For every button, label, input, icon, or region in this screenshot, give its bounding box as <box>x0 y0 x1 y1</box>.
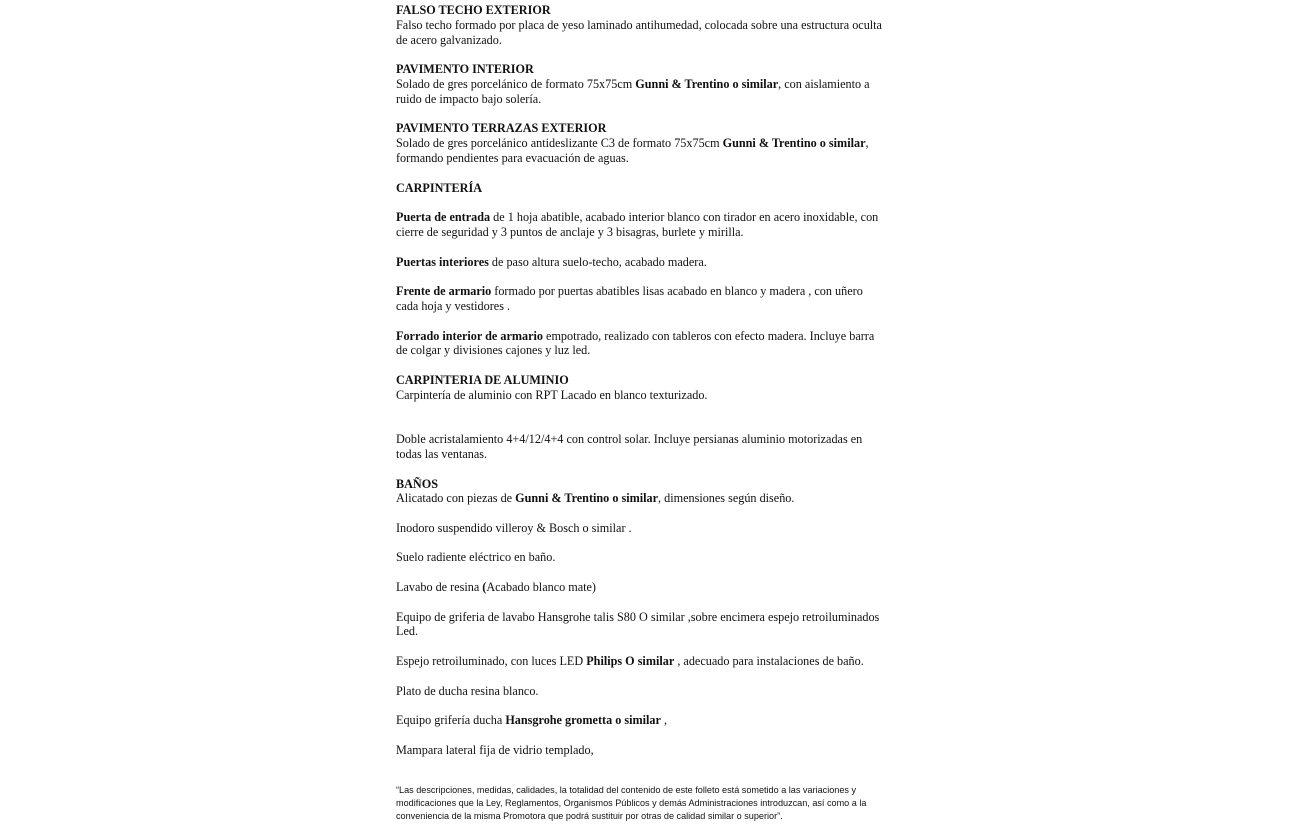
section-pavimento-terrazas <box>396 121 886 165</box>
text-acristalamiento: Doble acristalamiento 4+4/12/4+4 con control solar. Incluye persianas aluminio motorizadas en todas las ventanas. <box>396 432 863 461</box>
text-frente-armario: formado por puertas abatibles lisas acabado en blanco y madera , con uñero cada hoja y vestidores . <box>396 284 863 313</box>
text-suelo-radiante: Suelo radiente eléctrico en baño. <box>396 550 556 565</box>
text-forrado-armario: empotrado, realizado con tableros con efecto madera. Incluye barra de colgar y divisiones cajones y luz led. <box>396 328 875 358</box>
brand-alicatado: Gunni & Trentino o similar <box>515 491 659 506</box>
text-carpinteria-aluminio: Carpintería de aluminio con RPT Lacado en blanco texturizado. <box>396 387 708 402</box>
item-forrado-armario <box>396 329 886 359</box>
heading-banos: BAÑOS <box>396 476 438 491</box>
item-griferia-ducha <box>396 713 886 728</box>
text-griferia-ducha-post: , <box>660 713 668 728</box>
document-body <box>396 3 886 758</box>
legal-disclaimer: “Las descripciones, medidas, calidades, la totalidad del contenido de este folleto está sometido a las variaciones y modificaciones que la Ley, Reglamentos, Organismos Públicos y demás Administraciones introduzcan, así como a la conveniencia de la misma Promotora que podrá sustituir por otras de calidad similar o superior”. <box>396 785 867 821</box>
item-puertas-interiores <box>396 255 886 270</box>
brand-espejo: Philips O similar <box>586 654 675 669</box>
section-falso-techo <box>396 3 886 47</box>
item-espejo <box>396 654 886 669</box>
item-inodoro <box>396 521 886 536</box>
text-puerta-entrada: de 1 hoja abatible, acabado interior blanco con tirador en acero inoxidable, con cierre de seguridad y 3 puntos de anclaje y 3 bisagras, burlete y mirilla. <box>396 210 879 239</box>
text-falso-techo: Falso techo formado por placa de yeso laminado antihumedad, colocada sobre una estructura oculta de acero galvanizado. <box>396 17 882 47</box>
heading-carpinteria: CARPINTERÍA <box>396 180 482 195</box>
item-acristalamiento <box>396 432 886 462</box>
label-puerta-entrada: Puerta de entrada <box>396 210 491 225</box>
section-carpinteria-aluminio <box>396 373 886 403</box>
text-pavimento-interior-pre: Solado de gres porcelánico de formato 75x75cm <box>396 76 636 91</box>
text-plato-ducha: Plato de ducha resina blanco. <box>396 683 539 698</box>
section-carpinteria <box>396 181 886 196</box>
item-griferia-lavabo <box>396 610 886 640</box>
item-lavabo <box>396 580 886 595</box>
text-inodoro: Inodoro suspendido villeroy & Bosch o similar . <box>396 520 632 535</box>
text-alicatado-post: , dimensiones según diseño. <box>658 491 795 506</box>
text-mampara: Mampara lateral fija de vidrio templado, <box>396 742 594 757</box>
label-puertas-interiores: Puertas interiores <box>396 254 489 269</box>
text-lavabo-pre: Lavabo de resina <box>396 580 483 595</box>
heading-carpinteria-aluminio: CARPINTERIA DE ALUMINIO <box>396 372 569 387</box>
text-pavimento-interior-post: , con aislamiento a ruido de impacto bajo solería. <box>396 76 870 106</box>
brand-pavimento-terrazas: Gunni & Trentino o similar <box>722 136 866 151</box>
item-puerta-entrada <box>396 210 886 240</box>
text-pavimento-terrazas-post: , formando pendientes para evacuación de aguas. <box>396 136 869 165</box>
section-pavimento-interior <box>396 62 886 106</box>
item-frente-armario <box>396 284 886 314</box>
heading-pavimento-terrazas: PAVIMENTO TERRAZAS EXTERIOR <box>396 121 607 136</box>
text-pavimento-terrazas-pre: Solado de gres porcelánico antideslizante C3 de formato 75x75cm <box>396 136 723 151</box>
text-lavabo-paren: ( <box>482 580 487 595</box>
item-suelo-radiante <box>396 550 886 565</box>
text-lavabo-post: Acabado blanco mate) <box>486 580 596 595</box>
text-alicatado-pre: Alicatado con piezas de <box>396 491 516 506</box>
brand-pavimento-interior: Gunni & Trentino o similar <box>635 76 779 91</box>
text-griferia-ducha-pre: Equipo grifería ducha <box>396 713 506 728</box>
label-frente-armario: Frente de armario <box>396 284 492 299</box>
section-banos <box>396 477 886 507</box>
item-plato-ducha <box>396 684 886 699</box>
text-griferia-lavabo: Equipo de griferia de lavabo Hansgrohe talis S80 O similar ,sobre encimera espejo retroiluminados Led. <box>396 609 880 639</box>
heading-falso-techo: FALSO TECHO EXTERIOR <box>396 3 551 17</box>
label-forrado-armario: Forrado interior de armario <box>396 328 543 343</box>
item-mampara <box>396 743 886 758</box>
text-espejo-pre: Espejo retroiluminado, con luces LED <box>396 654 587 669</box>
brand-griferia-ducha: Hansgrohe grometta o similar <box>505 713 661 728</box>
heading-pavimento-interior: PAVIMENTO INTERIOR <box>396 62 534 77</box>
text-espejo-post: , adecuado para instalaciones de baño. <box>674 654 864 669</box>
text-puertas-interiores: de paso altura suelo-techo, acabado madera. <box>488 254 707 269</box>
